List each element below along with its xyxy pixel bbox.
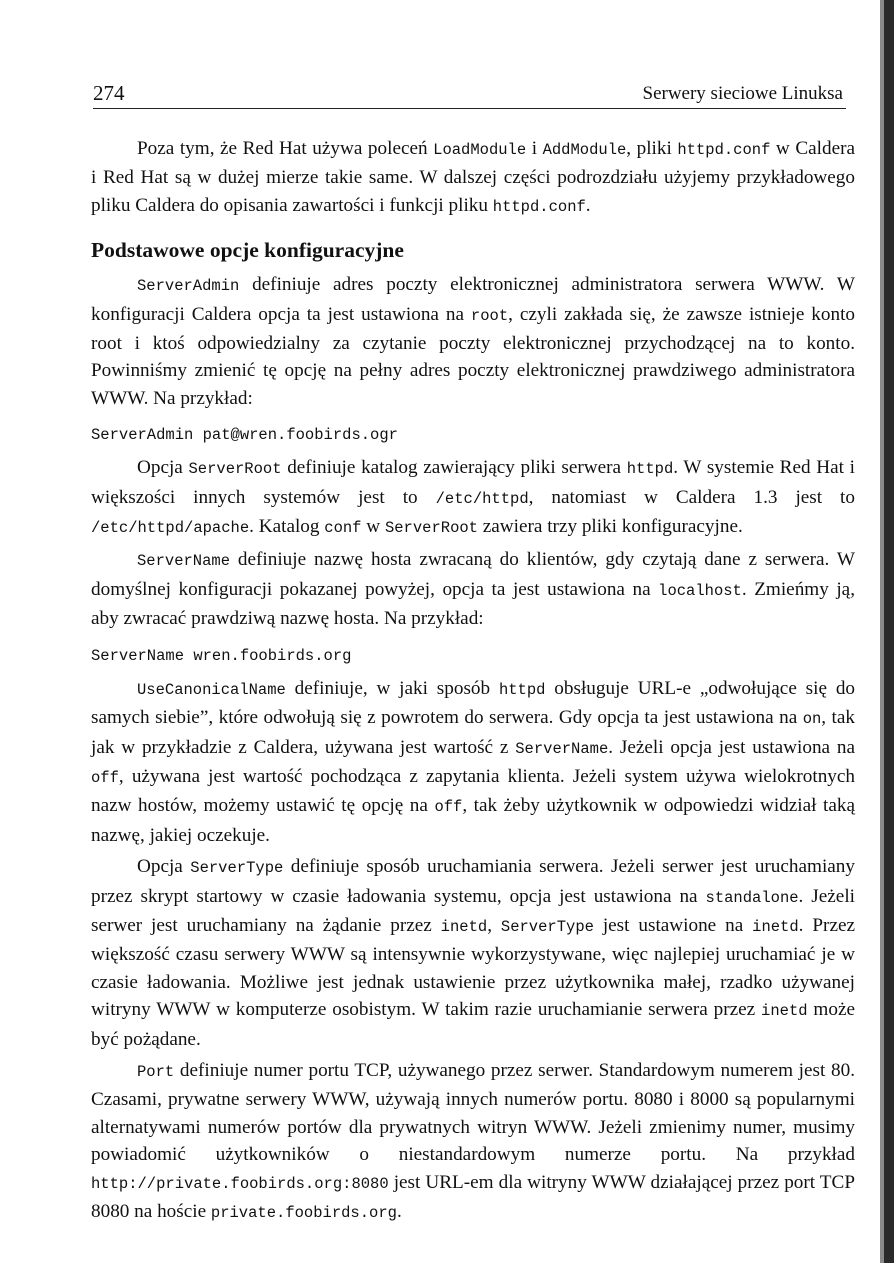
code-example-serveradmin: ServerAdmin pat@wren.foobirds.ogr (91, 426, 398, 445)
running-title: Serwery sieciowe Linuksa (642, 83, 843, 104)
section-heading: Podstawowe opcje konfiguracyjne (91, 238, 404, 263)
paragraph-serverroot: Opcja ServerRoot definiuje katalog zawierający pliki serwera httpd. W systemie Red Hat i większości innych systemów jest to /etc/httpd, natomiast w Caldera 1.3 jest to /etc/httpd/apache. Katalog conf w ServerRoot zawiera trzy pliki konfiguracyjne. (91, 457, 855, 538)
paragraph-port: Port definiuje numer portu TCP, używanego przez serwer. Standardowym numerem jest 80. Czasami, prywatne serwery WWW, używają innych numerów portu. 8080 i 8000 są popularnymi alternatywami numerów portów dla prywatnych witryn WWW. Jeżeli zmienimy numer, musimy powiadomić użytkowników o niestandardowym numerze portu. Na przykład http://private.foobirds.org:8080 jest URL-em dla witryny WWW działającej przez port TCP 8080 na hoście private.foobirds.org. (91, 1059, 855, 1222)
paragraph-serveradmin: ServerAdmin definiuje adres poczty elektronicznej administratora serwera WWW. W konfiguracji Caldera opcja ta jest ustawiona na root, czyli zakłada się, że zawsze istnieje konto root i ktoś odpowiedzialny za czytanie poczty elektronicznej przychodzącej na to konto. Powinniśmy zmienić tę opcję na pełny adres poczty elektronicznej prawdziwego administratora WWW. Na przykład: (91, 274, 855, 409)
paragraph-servername: ServerName definiuje nazwę hosta zwracaną do klientów, gdy czytają dane z serwera. W domyślnej konfiguracji pokazanej powyżej, opcja ta jest ustawiona na localhost. Zmieńmy ją, aby zwracać prawdziwą nazwę hosta. Na przykład: (91, 549, 855, 630)
paragraph-usecanonicalname: UseCanonicalName definiuje, w jaki sposób httpd obsługuje URL-e „odwołujące się do samych siebie”, które odwołują się z powrotem do serwera. Gdy opcja ta jest ustawiona na on, tak jak w przykładzie z Caldera, używana jest wartość z ServerName. Jeżeli opcja jest ustawiona na off, używana jest wartość pochodząca z zapytania klienta. Jeżeli system używa wielokrotnych nazw hostów, możemy ustawić tę opcję na off, tak żeby użytkownik w odpowiedzi widział taką nazwę, jakiej oczekuje. (91, 677, 856, 846)
page-number: 274 (93, 81, 125, 105)
paragraph-servertype: Opcja ServerType definiuje sposób uruchamiania serwera. Jeżeli serwer jest uruchamiany przez skrypt startowy w czasie ładowania systemu, opcja jest ustawiona na standalone. Jeżeli serwer jest uruchamiany na żądanie przez inetd, ServerType jest ustawione na inetd. Przez większość czasu serwery WWW są intensywnie wykorzystywane, więc najlepiej uruchamiać je w czasie ładowania. Możliwe jest jednak ustawienie przez użytkownika małej, rzadko używanej witryny WWW w komputerze osobistym. W takim razie uruchamianie serwera przez inetd może być pożądane. (91, 856, 855, 1050)
code-example-servername: ServerName wren.foobirds.org (91, 646, 352, 665)
page-body (91, 135, 855, 1227)
page-header (93, 80, 846, 109)
paragraph-intro: Poza tym, że Red Hat używa poleceń LoadModule i AddModule, pliki httpd.conf w Caldera i Red Hat są w dużej mierze takie same. W dalszej części podrozdziału użyjemy przykładowego pliku Caldera do opisania zawartości i funkcji pliku httpd.conf. (91, 138, 855, 216)
book-spine-edge (884, 0, 894, 1263)
